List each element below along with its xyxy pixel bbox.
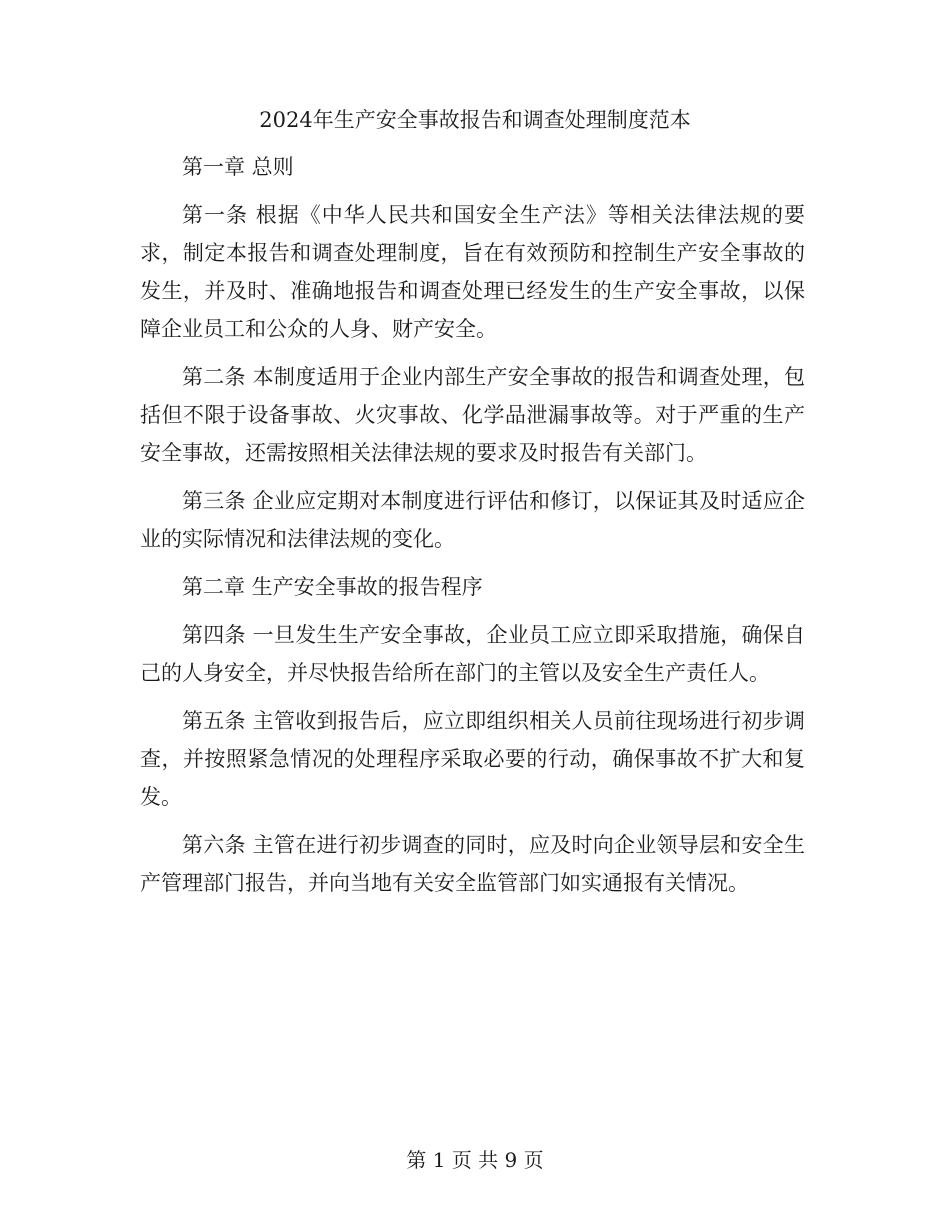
- chapter-heading: 第二章 生产安全事故的报告程序: [182, 575, 483, 599]
- document-body: [140, 148, 805, 912]
- article-paragraph: 第五条 主管收到报告后，应立即组织相关人员前往现场进行初步调查，并按照紧急情况的处理程序采取必要的行动，确保事故不扩大和复发。: [140, 709, 805, 809]
- page-number-footer: 第 1 页 共 9 页: [406, 1148, 544, 1172]
- article-paragraph: 第三条 企业应定期对本制度进行评估和修订，以保证其及时适应企业的实际情况和法律法规的变化。: [140, 489, 805, 551]
- article-paragraph: 第四条 一旦发生生产安全事故，企业员工应立即采取措施，确保自己的人身安全，并尽快报告给所在部门的主管以及安全生产责任人。: [140, 623, 805, 685]
- chapter-heading: 第一章 总则: [182, 155, 294, 179]
- article-paragraph: 第六条 主管在进行初步调查的同时，应及时向企业领导层和安全生产管理部门报告，并向当地有关安全监管部门如实通报有关情况。: [140, 833, 805, 895]
- article-paragraph: 第二条 本制度适用于企业内部生产安全事故的报告和调查处理，包括但不限于设备事故、火灾事故、化学品泄漏事故等。对于严重的生产安全事故，还需按照相关法律法规的要求及时报告有关部门。: [140, 365, 805, 465]
- document-title: 2024年生产安全事故报告和调查处理制度范本: [259, 108, 691, 132]
- article-paragraph: 第一条 根据《中华人民共和国安全生产法》等相关法律法规的要求，制定本报告和调查处理制度，旨在有效预防和控制生产安全事故的发生，并及时、准确地报告和调查处理已经发生的生产安全事故，以保障企业员工和公众的人身、财产安全。: [140, 203, 805, 341]
